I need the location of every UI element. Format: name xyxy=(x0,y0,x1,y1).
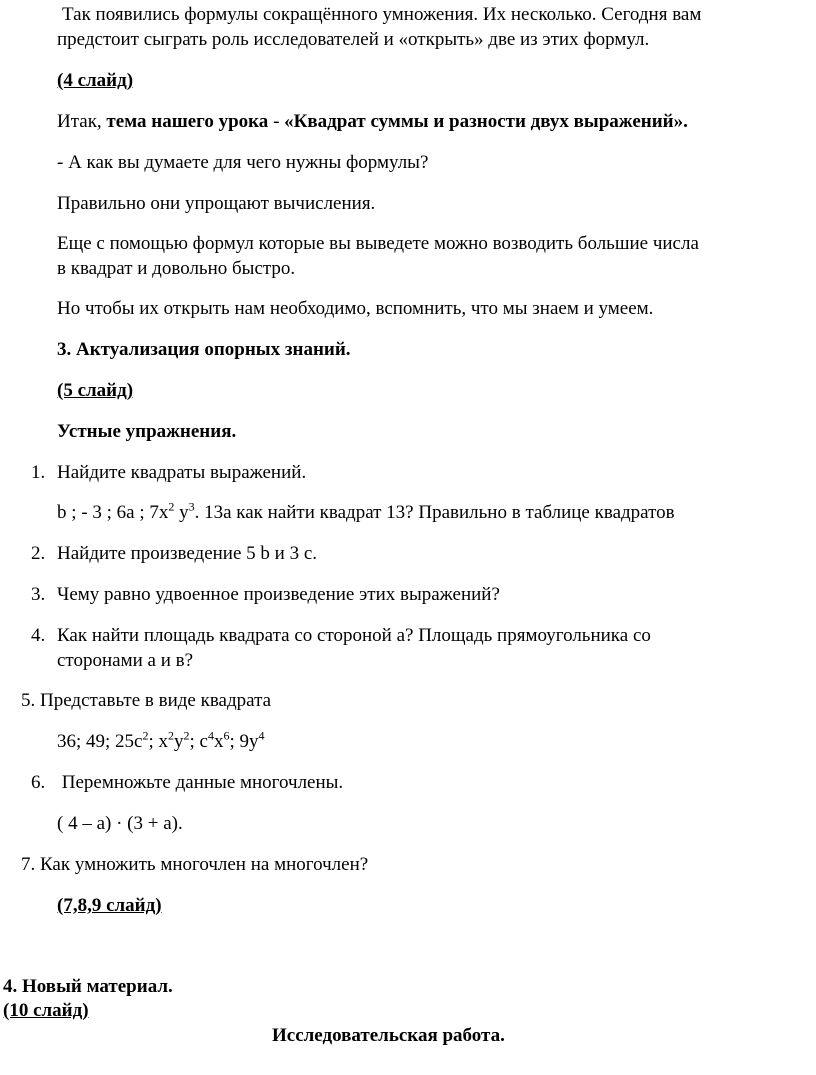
section-4-heading: 4. Новый материал. xyxy=(3,976,173,997)
intro-line-2: предстоит сыграть роль исследователей и «открыть» две из этих формул. xyxy=(57,29,650,50)
list-item-continuation: сторонами а и в? xyxy=(57,650,194,671)
slide-5-label: (5 слайд) xyxy=(57,380,134,401)
exponent: 2 xyxy=(142,728,149,743)
exponent: 2 xyxy=(168,499,175,514)
list-number: 2. xyxy=(31,543,46,564)
list-number: 1. xyxy=(31,462,46,483)
expr-part: b ; - 3 ; 6а ; 7х xyxy=(57,502,169,523)
slide-10-label: (10 слайд) xyxy=(3,1000,89,1021)
topic-title: «Квадрат суммы и разности двух выражений». xyxy=(284,111,688,132)
list-number: 6. xyxy=(31,772,46,793)
exponent: 2 xyxy=(168,728,175,743)
expr-part: ; с xyxy=(189,731,208,752)
recall-text: Но чтобы их открыть нам необходимо, вспомнить, что мы знаем и умеем. xyxy=(57,298,654,319)
list-item-text: Перемножьте данные многочлены. xyxy=(57,772,344,793)
list-item-text: Как найти площадь квадрата со стороной а? Площадь прямоугольника со xyxy=(57,625,651,646)
list-item xyxy=(31,772,343,795)
research-heading: Исследовательская работа. xyxy=(272,1025,505,1046)
exercise-5: 5. Представьте в виде квадрата xyxy=(21,690,272,711)
oral-exercises-heading: Устные упражнения. xyxy=(57,421,237,442)
exponent: 2 xyxy=(183,728,190,743)
question-text: - А как вы думаете для чего нужны формулы? xyxy=(57,152,429,173)
slide-789-label: (7,8,9 слайд) xyxy=(57,895,162,916)
list-item xyxy=(31,625,651,648)
exponent: 3 xyxy=(188,499,195,514)
exponent: 4 xyxy=(208,728,214,743)
list-number: 4. xyxy=(31,625,46,646)
slide-4-label: (4 слайд) xyxy=(57,70,134,91)
list-item-text: Чему равно удвоенное произведение этих выражений? xyxy=(57,584,500,605)
list-item-text: Найдите квадраты выражений. xyxy=(57,462,307,483)
exercise-7: 7. Как умножить многочлен на многочлен? xyxy=(21,854,369,875)
section-3-heading: 3. Актуализация опорных знаний. xyxy=(57,339,351,360)
list-item xyxy=(31,543,317,566)
expr-part: . 13а как найти квадрат 13? Правильно в таблице квадратов xyxy=(194,502,675,523)
list-item xyxy=(31,584,500,607)
exercise-5-expression xyxy=(57,728,265,754)
more-line-1: Еще с помощью формул которые вы выведете можно возводить большие числа xyxy=(57,233,699,254)
answer-text: Правильно они упрощают вычисления. xyxy=(57,193,376,214)
exercise-6-expression: ( 4 – а) · (3 + а). xyxy=(57,813,183,834)
lesson-topic xyxy=(57,111,688,134)
expr-part: ; 9у xyxy=(229,731,259,752)
topic-dash: - xyxy=(268,111,285,132)
exercise-1-expression xyxy=(57,499,675,525)
list-item xyxy=(31,462,306,485)
topic-prefix: Итак, xyxy=(57,111,107,132)
topic-label: тема нашего урока xyxy=(106,111,269,132)
intro-line-1: Так появились формулы сокращённого умножения. Их несколько. Сегодня вам xyxy=(62,4,702,25)
expr-part: х xyxy=(214,731,224,752)
expr-part: ; х xyxy=(148,731,169,752)
list-item-text: Найдите произведение 5 b и 3 с. xyxy=(57,543,317,564)
list-number: 3. xyxy=(31,584,46,605)
expr-part: у xyxy=(174,731,184,752)
expr-part: 36; 49; 25с xyxy=(57,731,143,752)
exponent: 4 xyxy=(258,728,265,743)
expr-part: у xyxy=(174,502,189,523)
more-line-2: в квадрат и довольно быстро. xyxy=(57,258,296,279)
exponent: 6 xyxy=(223,728,230,743)
